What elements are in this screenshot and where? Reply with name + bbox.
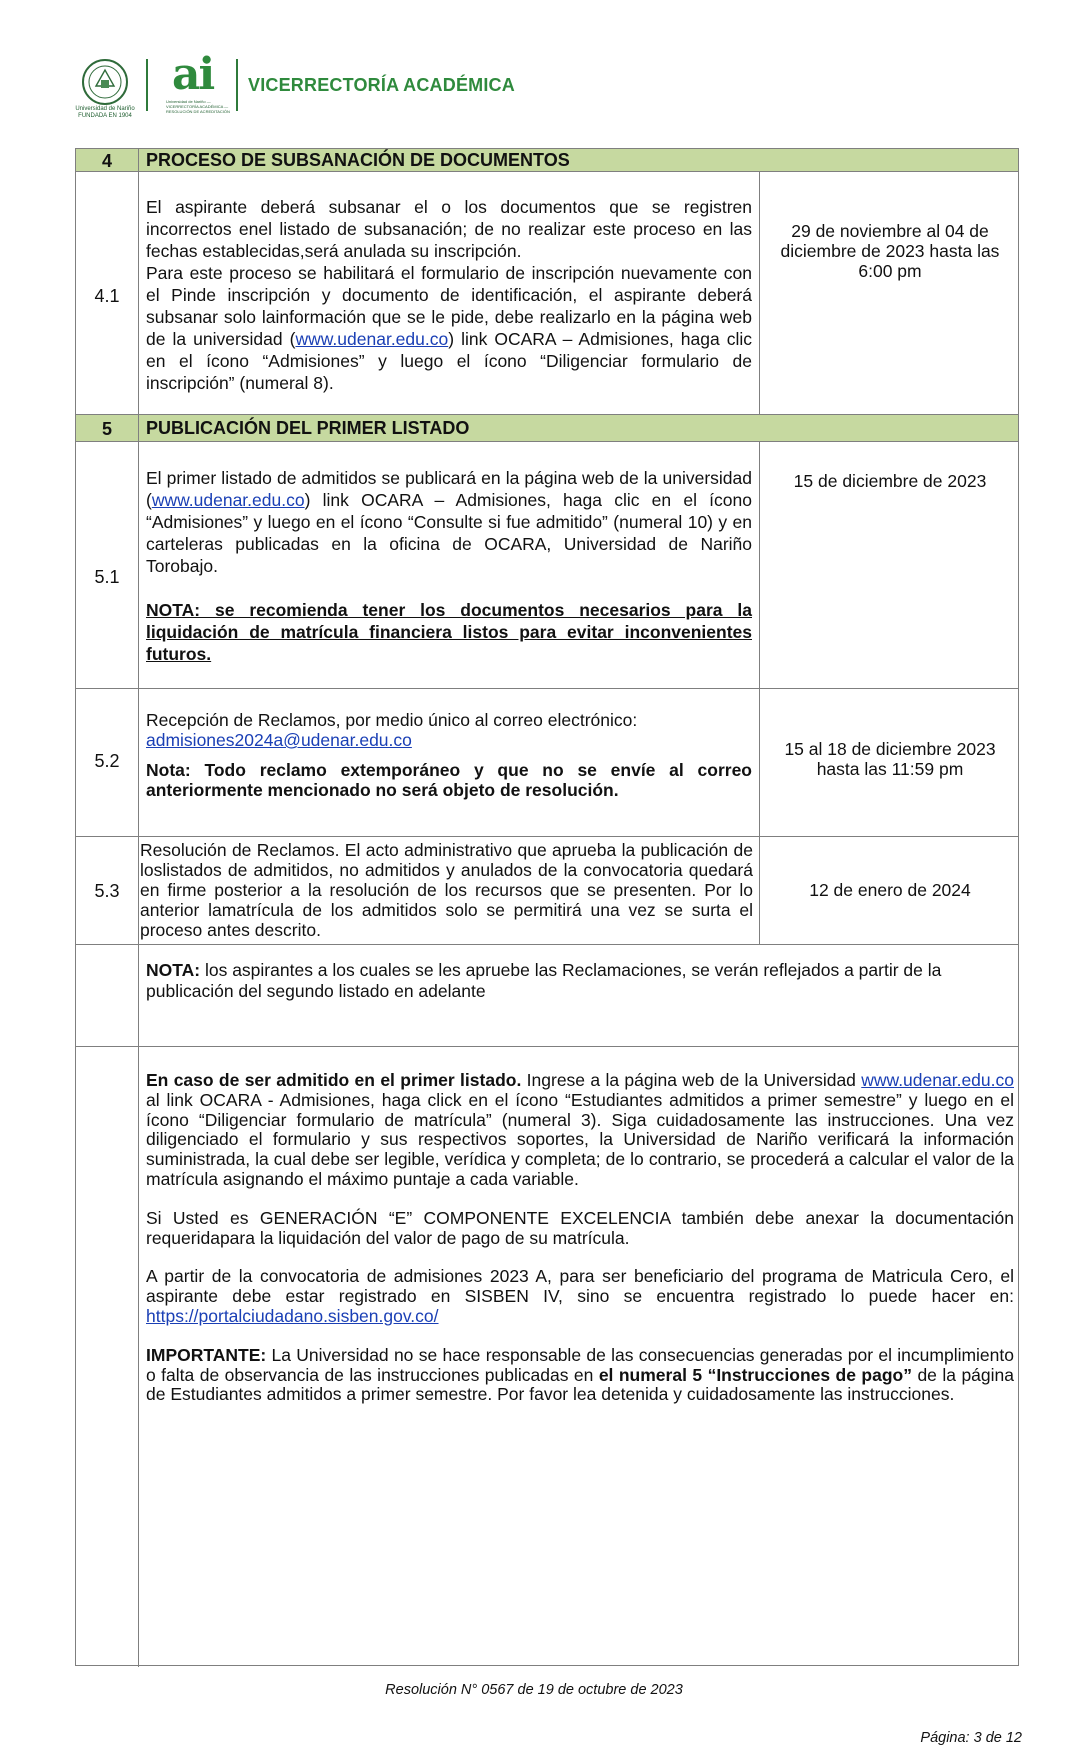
header-divider-2 [236,59,238,111]
sisben-paragraph [146,1267,1014,1326]
note-text: los aspirantes a los cuales se les apruebe las Reclamaciones, se verán reflejados a partir de la publicación del segundo listado en adelante [146,960,942,1001]
row-text: ) link OCARA – Admisiones, haga clic en el ícono “Admisiones” y luego en el ícono “Consulte si fue admitido” (numeral 10) y en carteleras publicadas en la oficina de OCARA, Universidad de Nariño Torobajo. [146,490,752,576]
row-number: 5.2 [94,751,120,771]
important-label: IMPORTANTE: [146,1344,267,1365]
row-number: 5.1 [94,567,120,587]
row-text [146,262,752,394]
note-row [146,960,1014,1002]
page-number: Página: 3 de 12 [920,1730,1022,1746]
sisben-link[interactable]: https://portalciudadano.sisben.gov.co/ [146,1305,439,1326]
row-text: Recepción de Reclamos, por medio único al correo electrónico: [146,710,638,730]
note-label: NOTA: [146,960,201,980]
schedule-table [75,148,1019,1666]
section-number: 5 [101,419,112,439]
document-header [75,49,515,119]
row-text: el numeral 5 “Instrucciones de pago” [598,1364,912,1385]
instructions-heading: En caso de ser admitido en el primer listado. [146,1070,522,1090]
udenar-link[interactable]: www.udenar.edu.co [861,1070,1014,1090]
header-title: VICERRECTORÍA ACADÉMICA [248,74,515,95]
footer-resolution: Resolución N° 0567 de 19 de octubre de 2023 [385,1682,683,1698]
generation-e-paragraph: Si Usted es GENERACIÓN “E” COMPONENTE EXCELENCIA también debe anexar la documentación requeridapara la liquidación del valor de pago de su matrícula. [146,1207,1014,1248]
row-text: El aspirante deberá subsanar el o los documentos que se registren incorrectos enel listado de subsanación; de no realizar este proceso en las fechas establecidas,será anulada su inscripción. [146,197,752,261]
row-5-1-description [146,467,752,665]
udenar-link[interactable]: www.udenar.edu.co [295,329,449,349]
header-divider [146,59,148,111]
admitted-instructions [146,1071,1014,1405]
row-5-2-description [146,710,752,800]
row-text [146,467,752,577]
section-title: PUBLICACIÓN DEL PRIMER LISTADO [146,418,470,438]
row-date: 15 al 18 de diciembre 2023 hasta las 11:59 pm [784,739,996,779]
seal-caption: Universidad de Nariño [75,106,135,112]
row-text: al link OCARA - Admisiones, haga click en el ícono “Estudiantes admitidos a primer semestre” y luego en el ícono “Diligenciar formulario de matrícula” (numeral 3). Siga cuidadosamente las instrucciones. Una vez diligenciado el formulario y sus respectivos soportes, la Universidad de Nariño verificará la información suministrada, la cual debe ser legible, verídica y completa; de lo contrario, se procederá a calcular el valor de la matrícula asignando el máximo puntaje a cada variable. [146,1089,1014,1189]
ai-logo-letters: ai [172,49,214,100]
row-date: 12 de enero de 2024 [809,880,971,900]
row-note: Nota: Todo reclamo extemporáneo y que no se envíe al correo anteriormente mencionado no será objeto de resolución. [146,760,752,800]
row-number: 5.3 [94,881,120,901]
seal-founded: FUNDADA EN 1904 [78,113,132,119]
ai-logo [158,49,230,115]
row-date: 29 de noviembre al 04 de diciembre de 2023 hasta las 6:00 pm [780,221,1000,281]
row-text: Para este proceso se habilitará el formulario de inscripción nuevamente con el Pinde inscripción y documento de identificación, el aspirante deberá subsanar solo lainformación que se le pide, debe realizarlo en la página web de la universidad ( [146,263,752,349]
row-text: de la página de Estudiantes admitidos a primer semestre. Por favor lea detenida y cuidadosamente las instrucciones. [146,1364,1014,1405]
important-paragraph [146,1346,1014,1405]
section-number: 4 [101,151,112,171]
row-text: ) link OCARA – Admisiones, haga clic en el ícono “Admisiones” y luego el ícono “Diligenciar formulario de inscripción” (numeral 8). [146,329,753,393]
row-text: A partir de la convocatoria de admisiones 2023 A, para ser beneficiario del programa de Matricula Cero, el aspirante debe estar registrado en SISBEN IV, sino se encuentra registrado lo puede hacer en: [146,1266,1014,1307]
section-title: PROCESO DE SUBSANACIÓN DE DOCUMENTOS [146,150,570,170]
row-text: Ingrese a la página web de la Universidad [521,1070,862,1090]
udenar-link[interactable]: www.udenar.edu.co [151,490,305,510]
ai-logo-small-text: Universidad de Nariño — VICERRECTORÍA ACADÉMICA — RESOLUCIÓN DE ACREDITACIÓN [166,99,230,114]
instructions-paragraph [146,1071,1014,1190]
row-text: El primer listado de admitidos se publicará en la página web de la universidad ( [146,468,752,510]
row-number: 4.1 [94,286,120,306]
row-date: 15 de diciembre de 2023 [793,471,987,491]
university-seal-icon [75,56,135,119]
row-5-3-description: Resolución de Reclamos. El acto administrativo que aprueba la publicación de loslistados de admitidos, no admitidos y anulados de la convocatoria quedará en firme posterior a la resolución de los recursos que se presenten. Por lo anterior lamatrícula de los admitidos solo se permitirá una vez se surta el proceso antes descrito. [140,840,753,940]
row-4-1-description [146,196,752,394]
row-note: NOTA: se recomienda tener los documentos necesarios para la liquidación de matrícula financiera listos para evitar inconvenientes futuros. [146,600,752,664]
email-link[interactable]: admisiones2024a@udenar.edu.co [146,730,412,750]
row-text: La Universidad no se hace responsable de las consecuencias generadas por el incumplimiento o falta de observancia de las instrucciones publicadas en [146,1344,1014,1385]
